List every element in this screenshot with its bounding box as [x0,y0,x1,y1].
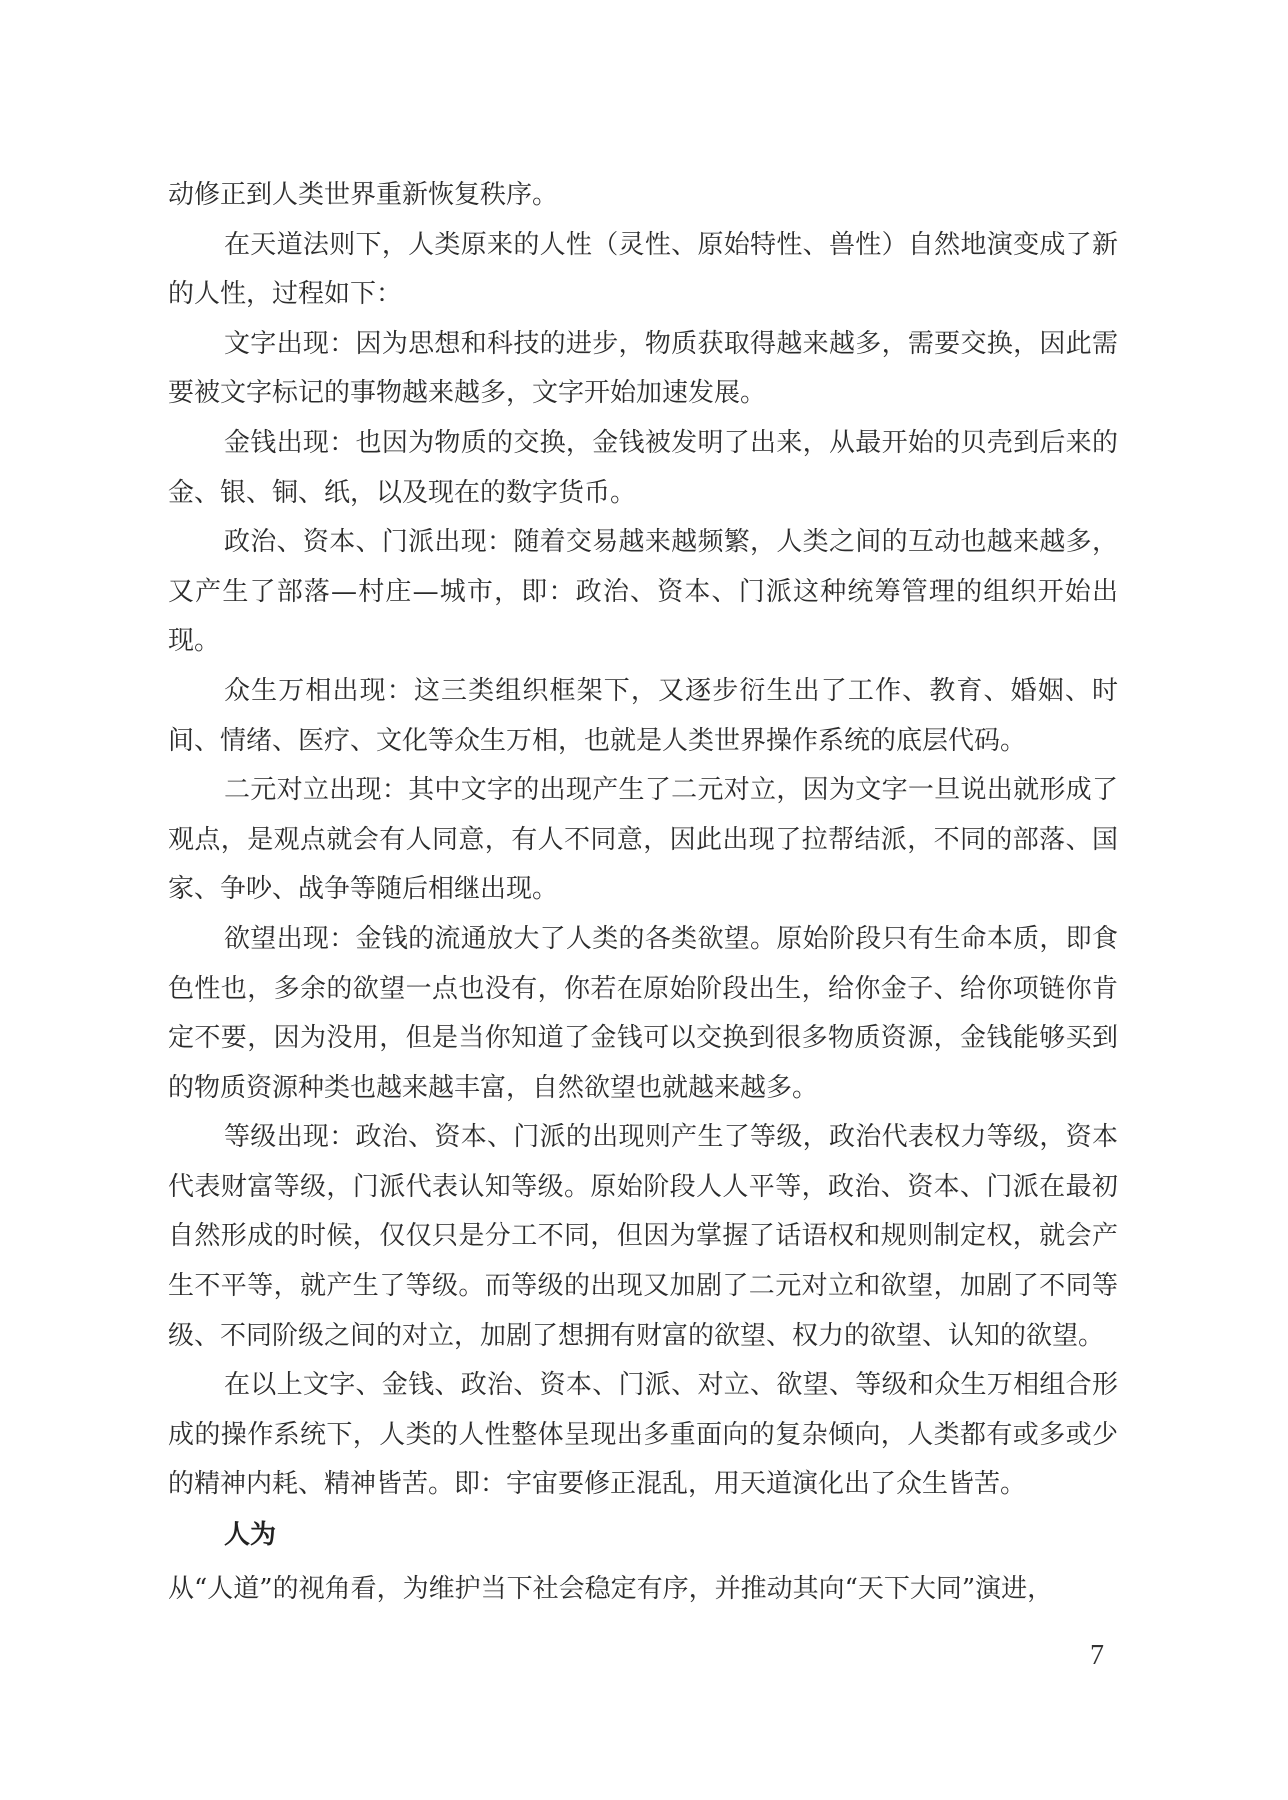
paragraph-9: 等级出现：政治、资本、门派的出现则产生了等级，政治代表权力等级，资本代表财富等级，门派代表认知等级。原始阶段人人平等，政治、资本、门派在最初自然形成的时候，仅仅只是分工不同，但因为掌握了话语权和规则制定权，就会产生不平等，就产生了等级。而等级的出现又加剧了二元对立和欲望，加剧了不同等级、不同阶级之间的对立，加剧了想拥有财富的欲望、权力的欲望、认知的欲望。 [168,1122,1118,1351]
paragraph-4: 金钱出现：也因为物质的交换，金钱被发明了出来，从最开始的贝壳到后来的金、银、铜、纸，以及现在的数字货币。 [168,427,1118,508]
paragraph-7: 二元对立出现：其中文字的出现产生了二元对立，因为文字一旦说出就形成了观点，是观点就会有人同意，有人不同意，因此出现了拉帮结派，不同的部落、国家、争吵、战争等随后相继出现。 [168,775,1118,905]
page-number: 7 [1090,1640,1104,1671]
paragraph-10: 在以上文字、金钱、政治、资本、门派、对立、欲望、等级和众生万相组合形成的操作系统下，人类的人性整体呈现出多重面向的复杂倾向，人类都有或多或少的精神内耗、精神皆苦。即：宇宙要修正混乱，用天道演化出了众生皆苦。 [168,1370,1118,1500]
final-paragraph: 从“人道”的视角看，为维护当下社会稳定有序，并推动其向“天下大同”演进， [168,1574,1054,1604]
paragraph-2: 在天道法则下，人类原来的人性（灵性、原始特性、兽性）自然地演变成了新的人性，过程如下： [168,229,1118,310]
paragraph-6: 众生万相出现：这三类组织框架下，又逐步衍生出了工作、教育、婚姻、时间、情绪、医疗、文化等众生万相，也就是人类世界操作系统的底层代码。 [168,675,1118,756]
section-heading: 人为 [224,1520,277,1550]
paragraph-8: 欲望出现：金钱的流通放大了人类的各类欲望。原始阶段只有生命本质，即食色性也，多余的欲望一点也没有，你若在原始阶段出生，给你金子、给你项链你肯定不要，因为没用，但是当你知道了金钱可以交换到很多物质资源，金钱能够买到的物质资源种类也越来越丰富，自然欲望也就越来越多。 [168,923,1118,1103]
paragraph-5: 政治、资本、门派出现：随着交易越来越频繁，人类之间的互动也越来越多，又产生了部落—村庄—城市，即：政治、资本、门派这种统筹管理的组织开始出现。 [168,527,1118,657]
paragraph-3: 文字出现：因为思想和科技的进步，物质获取得越来越多，需要交换，因此需要被文字标记的事物越来越多，文字开始加速发展。 [168,328,1118,409]
body-text [168,171,1118,1510]
paragraph-1: 动修正到人类世界重新恢复秩序。 [168,180,559,210]
